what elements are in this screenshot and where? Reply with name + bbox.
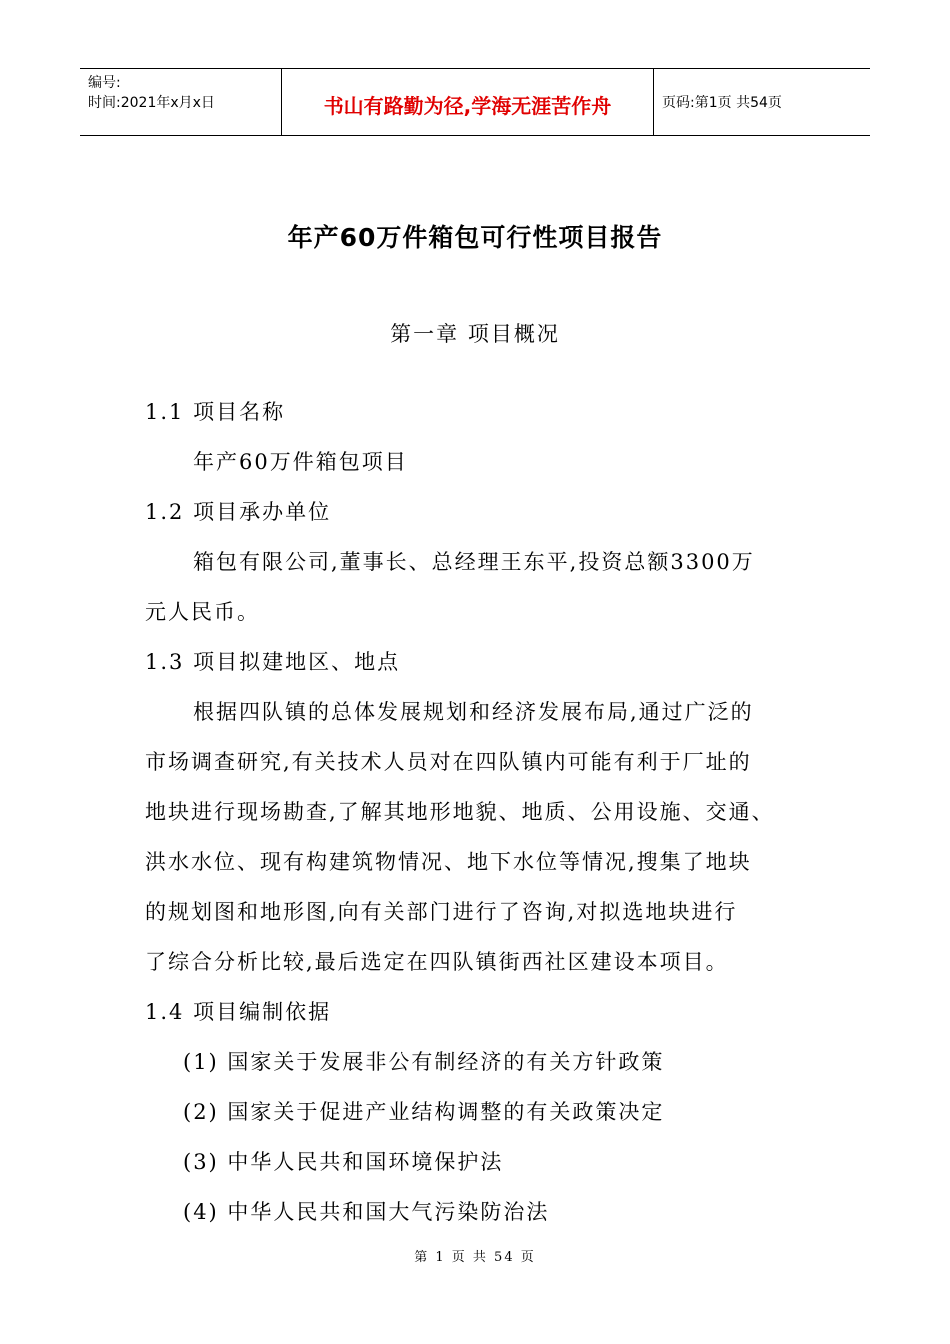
header-table xyxy=(80,68,870,136)
motto: 书山有路勤为径,学海无涯苦作舟 xyxy=(282,69,654,135)
chapter-heading: 第一章 项目概况 xyxy=(390,322,560,346)
header-meta-cell xyxy=(80,69,282,135)
paragraph-line: 市场调查研究,有关技术人员对在四队镇内可能有利于厂址的 xyxy=(145,750,752,774)
list-item: (2) 国家关于促进产业结构调整的有关政策决定 xyxy=(183,1100,665,1124)
paragraph-line: 元人民币。 xyxy=(145,600,260,624)
section-heading: 1.2 项目承办单位 xyxy=(145,500,332,524)
section-heading: 1.4 项目编制依据 xyxy=(145,1000,332,1024)
page-footer: 第 1 页 共 54 页 xyxy=(414,1250,536,1265)
section-heading: 1.3 项目拟建地区、地点 xyxy=(145,650,401,674)
paragraph-line: 了综合分析比较,最后选定在四队镇街西社区建设本项目。 xyxy=(145,950,729,974)
paragraph-line: 箱包有限公司,董事长、总经理王东平,投资总额3300万 xyxy=(193,550,755,574)
document-title: 年产60万件箱包可行性项目报告 xyxy=(287,223,663,252)
list-item: (3) 中华人民共和国环境保护法 xyxy=(183,1150,504,1174)
paragraph-line: 年产60万件箱包项目 xyxy=(193,450,408,474)
number-label: 编号: xyxy=(88,75,121,91)
paragraph-line: 根据四队镇的总体发展规划和经济发展布局,通过广泛的 xyxy=(193,700,754,724)
paragraph-line: 洪水水位、现有构建筑物情况、地下水位等情况,搜集了地块 xyxy=(145,850,752,874)
section-heading: 1.1 项目名称 xyxy=(145,400,286,424)
paragraph-line: 地块进行现场勘查,了解其地形地貌、地质、公用设施、交通、 xyxy=(145,800,775,824)
list-item: (4) 中华人民共和国大气污染防治法 xyxy=(183,1200,550,1224)
page-code: 页码:第1页 共54页 xyxy=(662,95,782,111)
time-label: 时间:2021年x月x日 xyxy=(88,95,215,111)
list-item: (1) 国家关于发展非公有制经济的有关方针政策 xyxy=(183,1050,665,1074)
paragraph-line: 的规划图和地形图,向有关部门进行了咨询,对拟选地块进行 xyxy=(145,900,738,924)
